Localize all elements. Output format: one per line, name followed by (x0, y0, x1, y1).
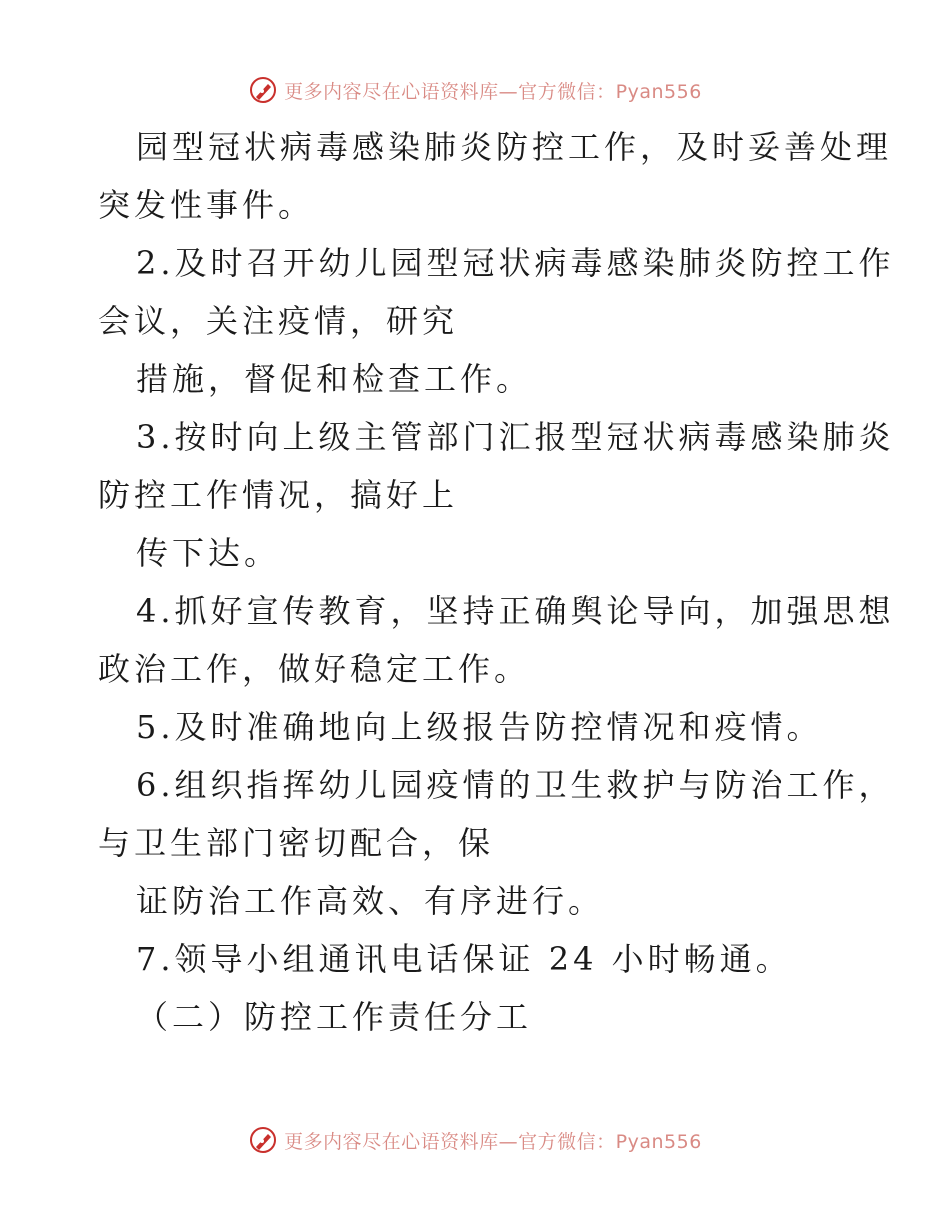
watermark-text: 更多内容尽在心语资料库—官方微信：Pyan556 (284, 80, 702, 103)
pen-logo-icon (248, 75, 278, 105)
header-watermark (0, 70, 950, 110)
paragraph-line: 传下达。 (136, 534, 281, 572)
paragraph-line: 7.领导小组通讯电话保证 24 小时畅通。 (136, 940, 792, 978)
paragraph-line: 政治工作，做好稳定工作。 (98, 650, 531, 688)
paragraph-line: 6.组织指挥幼儿园疫情的卫生救护与防治工作， (136, 766, 895, 804)
paragraph-line: 防控工作情况，搞好上 (98, 476, 459, 514)
watermark-text: 更多内容尽在心语资料库—官方微信：Pyan556 (284, 1130, 702, 1153)
paragraph-line: 与卫生部门密切配合，保 (98, 824, 495, 862)
paragraph-line: （二）防控工作责任分工 (136, 998, 533, 1036)
paragraph-line: 园型冠状病毒感染肺炎防控工作，及时妥善处理 (136, 128, 893, 166)
paragraph-line: 3.按时向上级主管部门汇报型冠状病毒感染肺炎 (136, 418, 895, 456)
paragraph-line: 5.及时准确地向上级报告防控情况和疫情。 (136, 708, 823, 746)
pen-logo-icon (248, 1125, 278, 1155)
paragraph-line: 2.及时召开幼儿园型冠状病毒感染肺炎防控工作 (136, 244, 895, 282)
paragraph-line: 突发性事件。 (98, 186, 315, 224)
paragraph-line: 4.抓好宣传教育，坚持正确舆论导向，加强思想 (136, 592, 895, 630)
document-body (98, 118, 895, 1046)
paragraph-line: 证防治工作高效、有序进行。 (136, 882, 605, 920)
paragraph-line: 措施，督促和检查工作。 (136, 360, 533, 398)
footer-watermark (0, 1120, 950, 1160)
paragraph-line: 会议，关注疫情，研究 (98, 302, 459, 340)
